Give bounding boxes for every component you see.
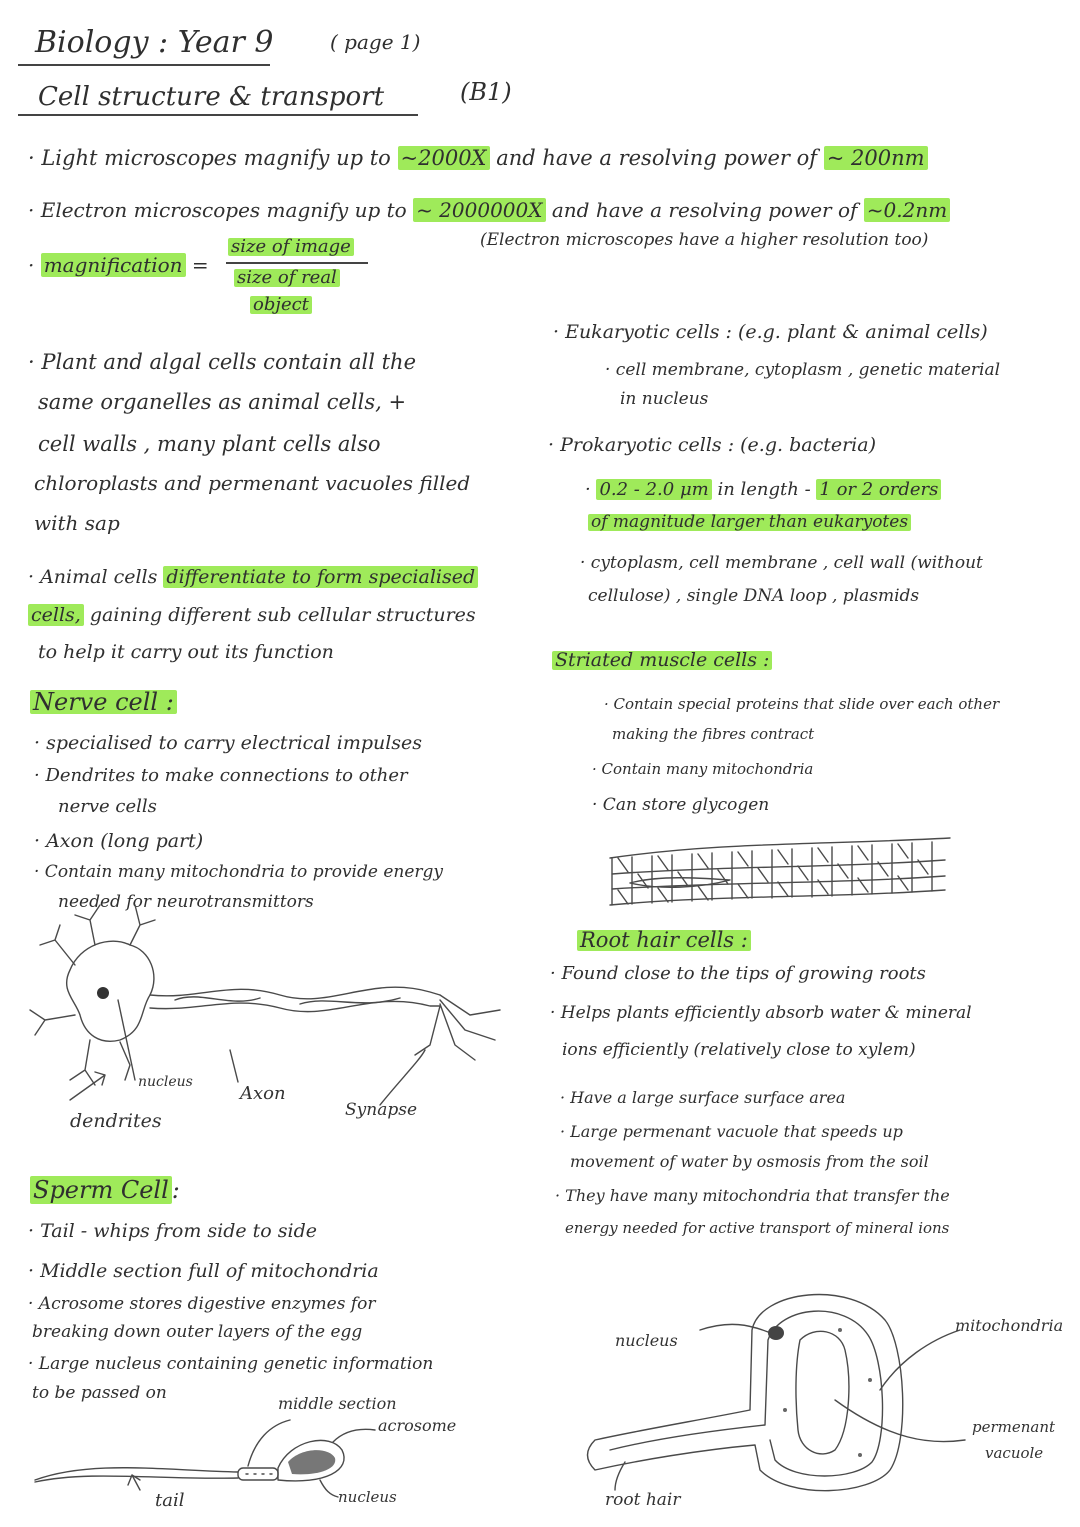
root-label-nucleus: nucleus [615,1331,678,1350]
prokaryotic-line-1: · Prokaryotic cells : (e.g. bacteria) [548,434,876,456]
root-label-mitochondria: mitochondria [955,1316,1064,1335]
sperm-item-1: · Tail - whips from side to side [28,1220,318,1242]
page-number: ( page 1) [330,30,421,54]
formula-denominator-1: size of real [234,269,340,287]
sperm-label-middle: middle section [278,1394,397,1413]
root-item-5: · Large permenant vacuole that speeds up [560,1122,903,1141]
root-item-6: movement of water by osmosis from the soil [570,1152,929,1171]
prokaryotic-orders-1: 1 or 2 orders [816,479,941,500]
sperm-heading: Sperm Cell [30,1176,172,1204]
prokaryotic-line-4: · cytoplasm, cell membrane , cell wall (without [580,553,983,573]
prokaryotic-size-line: · 0.2 - 2.0 μm in length - 1 or 2 orders [585,481,941,499]
sperm-item-2: · Middle section full of mitochondria [28,1260,379,1282]
animal-highlight-2: cells, [28,604,84,626]
prokaryotic-mid: in length - [717,479,811,500]
magnification-formula: · magnification = [28,253,209,277]
root-item-7: · They have many mitochondria that transfer the [555,1186,950,1205]
magnification-label: magnification [41,253,186,277]
nerve-label-synapse: Synapse [345,1100,418,1120]
sperm-item-5: · Large nucleus containing genetic information [28,1354,434,1374]
nerve-item-4: · Axon (long part) [34,830,204,852]
animal-highlight-1: differentiate to form specialised [163,566,478,588]
prokaryotic-orders-2: of magnitude larger than eukaryotes [588,514,911,531]
sperm-item-4: breaking down outer layers of the egg [32,1322,363,1342]
electron-magnification: ~ 2000000X [413,198,545,222]
plant-line-1: · Plant and algal cells contain all the [28,350,417,374]
animal-line-3: to help it carry out its function [38,641,334,663]
nerve-item-1: · specialised to carry electrical impulses [34,732,423,754]
root-label-root-hair: root hair [605,1490,681,1510]
nerve-label-nucleus: nucleus [138,1074,193,1090]
electron-note: (Electron microscopes have a higher resolution too) [480,230,929,250]
eukaryotic-line-3: in nucleus [620,389,709,409]
plant-line-2: same organelles as animal cells, + [38,390,407,414]
nerve-heading: Nerve cell : [30,690,177,714]
root-hair-heading: Root hair cells : [577,930,751,951]
root-item-4: · Have a large surface surface area [560,1088,846,1107]
striated-item-2: making the fibres contract [612,725,815,743]
prokaryotic-size: 0.2 - 2.0 μm [596,479,711,500]
root-item-3: ions efficiently (relatively close to xylem) [562,1040,916,1060]
page-subtitle: Cell structure & transport [38,82,385,112]
electron-resolution: ~0.2nm [864,198,950,222]
root-item-1: · Found close to the tips of growing roots [550,963,926,984]
sperm-item-6: to be passed on [32,1383,167,1403]
root-label-vacuole-2: vacuole [985,1444,1044,1462]
page-title: Biology : Year 9 [35,25,274,60]
equals-sign: = [191,253,209,277]
animal-line-2-rest: gaining different sub cellular structures [89,604,476,626]
nerve-item-5: · Contain many mitochondria to provide energy [34,862,444,882]
nerve-label-axon: Axon [240,1083,286,1104]
striated-item-1: · Contain special proteins that slide over each other [604,695,1000,713]
light-resolution: ~ 200nm [824,146,928,170]
root-label-vacuole-1: permenant [972,1418,1056,1436]
eukaryotic-line-2: · cell membrane, cytoplasm , genetic material [605,360,1001,380]
striated-item-4: · Can store glycogen [592,795,770,815]
sperm-label-nucleus: nucleus [338,1488,397,1506]
light-mid: and have a resolving power of [496,146,818,170]
sperm-heading-colon: : [171,1176,180,1204]
topic-code: (B1) [460,78,512,106]
sperm-label-acrosome: acrosome [378,1416,457,1435]
plant-line-4: chloroplasts and permenant vacuoles filled [34,471,471,495]
eukaryotic-line-1: · Eukaryotic cells : (e.g. plant & animal cells) [553,321,988,343]
nerve-label-dendrites: dendrites [70,1110,162,1132]
root-item-8: energy needed for active transport of mineral ions [565,1219,950,1237]
animal-pre: · Animal cells [28,566,158,588]
light-pre: · Light microscopes magnify up to [28,146,391,170]
prokaryotic-line-5: cellulose) , single DNA loop , plasmids [588,586,920,606]
sperm-item-3: · Acrosome stores digestive enzymes for [28,1294,376,1314]
electron-mid: and have a resolving power of [551,198,858,222]
formula-numerator: size of image [228,238,354,256]
nerve-item-2: · Dendrites to make connections to other [34,765,408,786]
nerve-item-3: nerve cells [58,796,157,817]
electron-pre: · Electron microscopes magnify up to [28,198,407,222]
striated-item-3: · Contain many mitochondria [592,760,814,778]
sperm-label-tail: tail [155,1490,185,1511]
root-item-2: · Helps plants efficiently absorb water & mineral [550,1003,972,1023]
plant-line-5: with sap [34,511,120,535]
plant-line-3: cell walls , many plant cells also [38,432,381,456]
formula-denominator-2: object [250,296,312,314]
nerve-item-6: needed for neurotransmittors [58,892,314,912]
sperm-heading-wrap [30,1178,180,1202]
light-magnification: ~2000X [398,146,490,170]
striated-heading: Striated muscle cells : [552,651,772,670]
